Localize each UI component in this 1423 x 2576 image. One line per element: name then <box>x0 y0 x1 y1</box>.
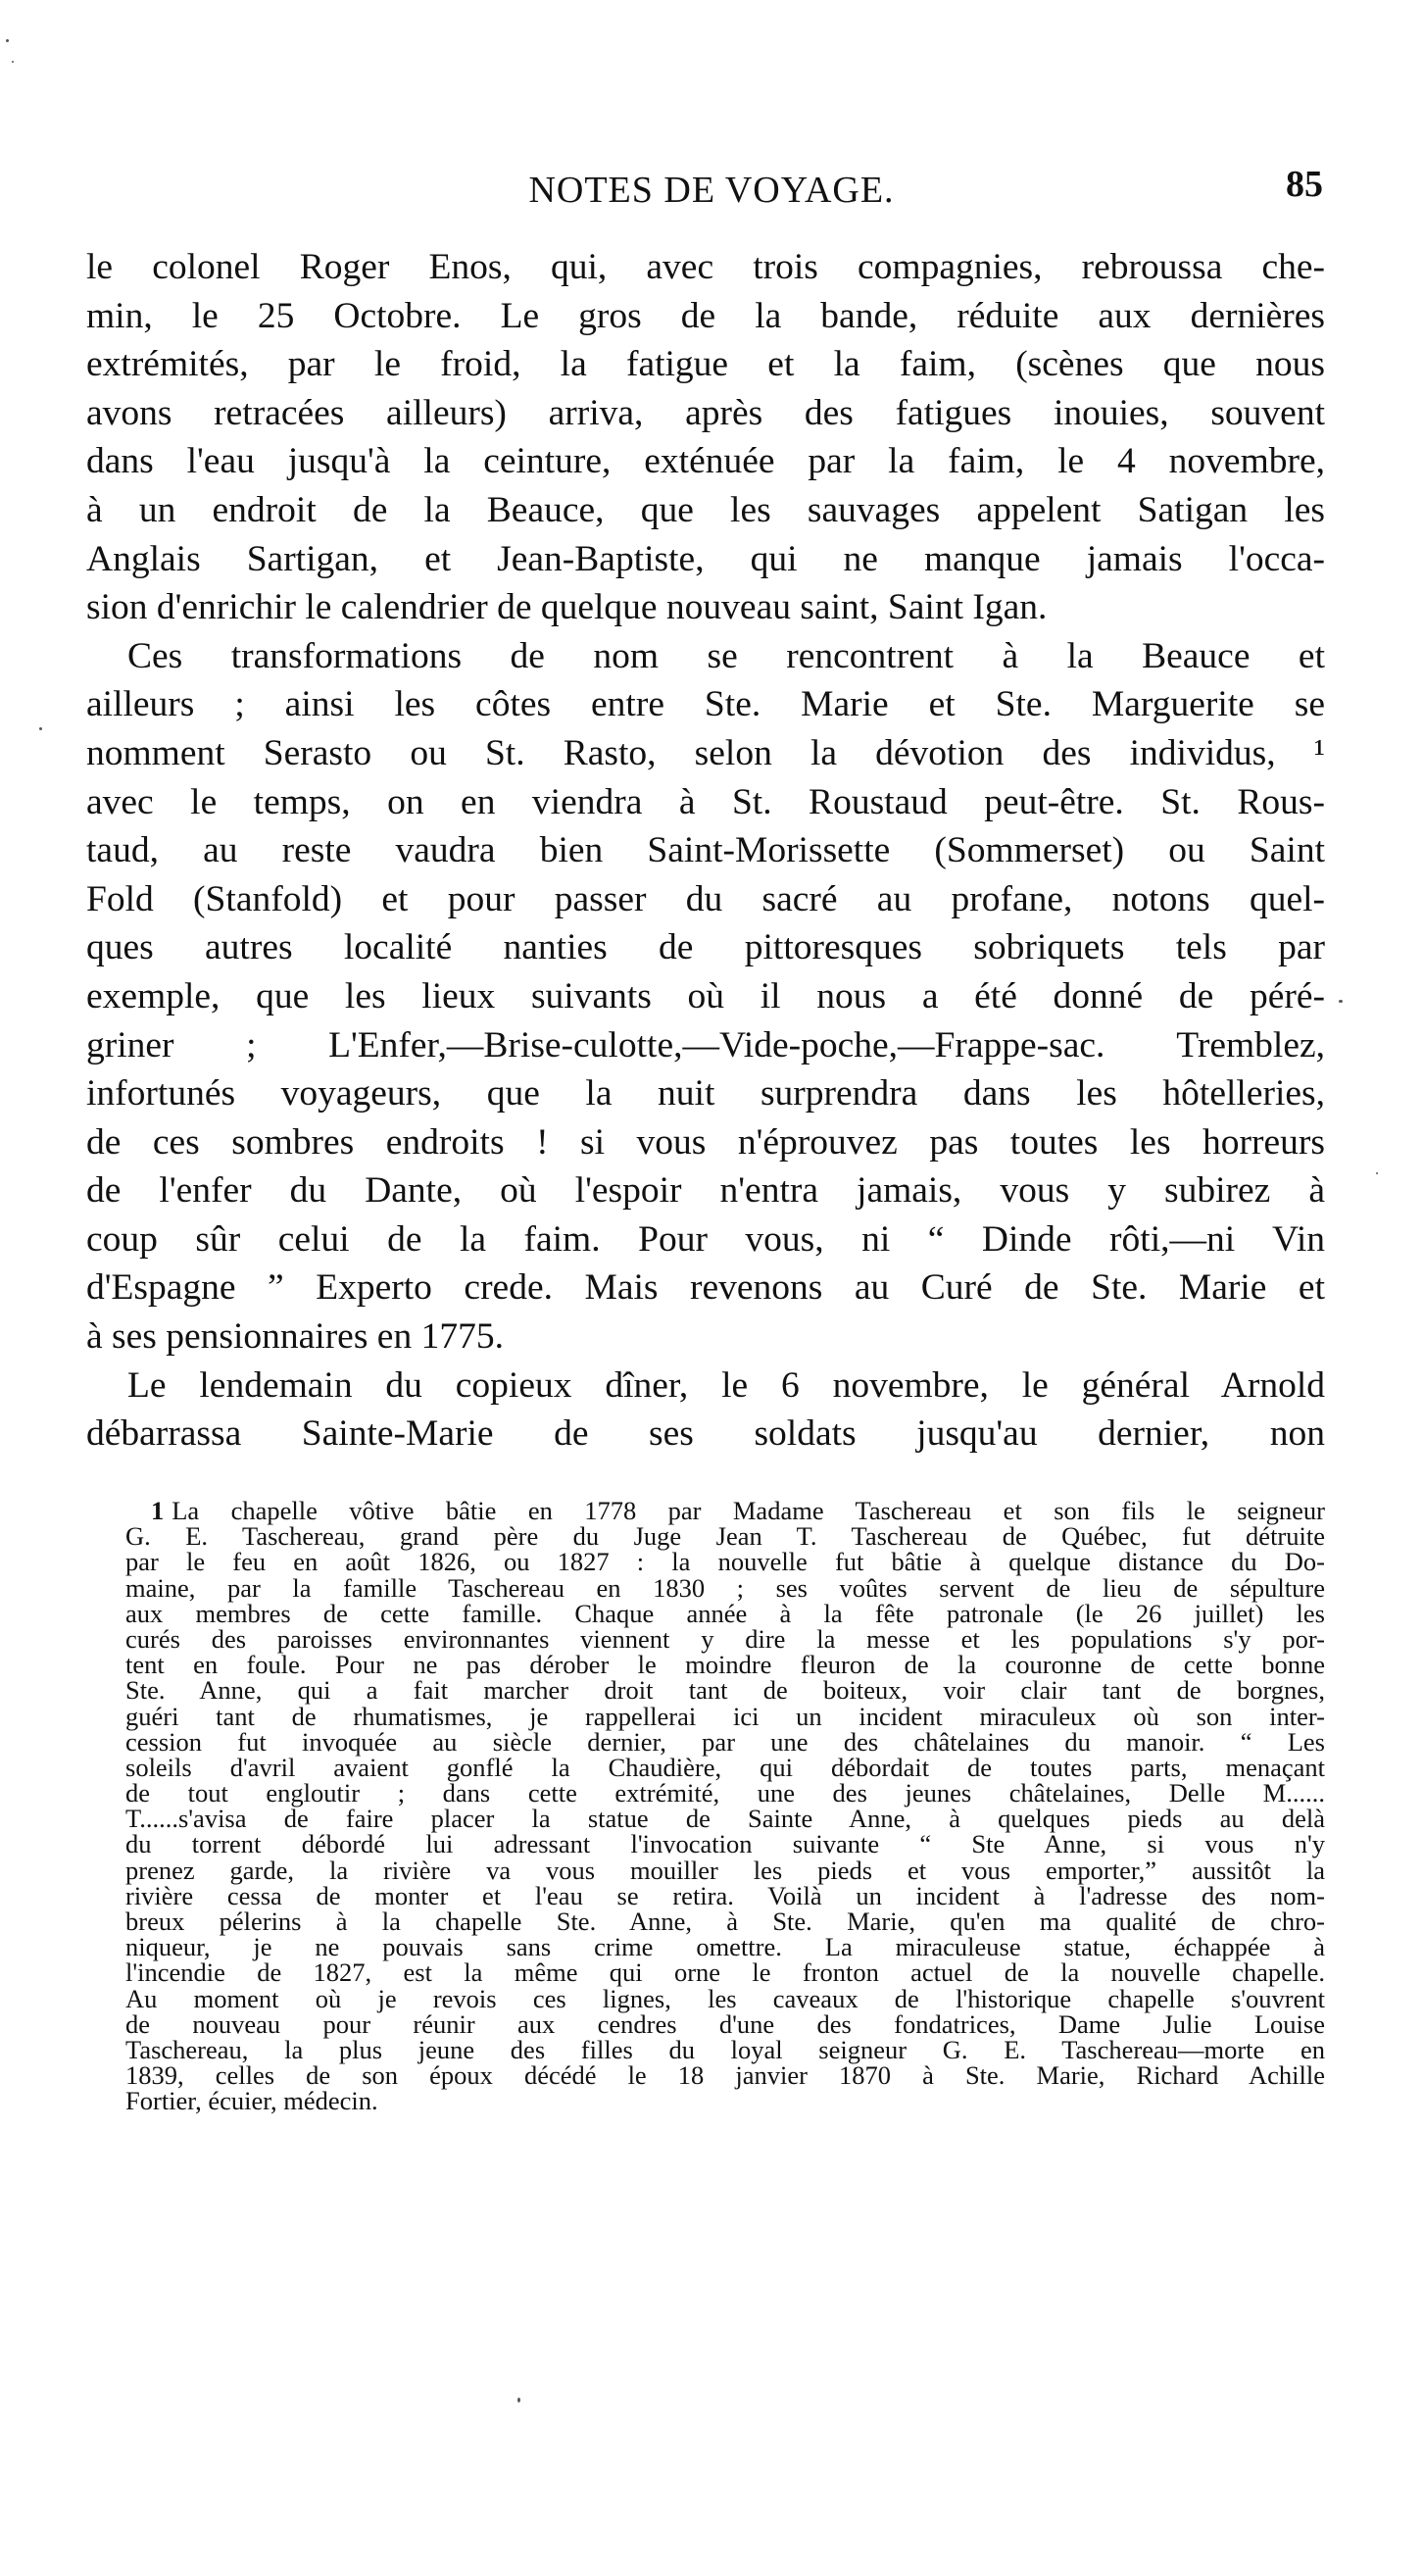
text-line: coup sûr celui de la faim. Pour vous, ni “ Dinde rôti,—ni Vin <box>86 1218 1325 1260</box>
text-line: de ces sombres endroits ! si vous n'éprouvez pas toutes les horreurs <box>86 1121 1325 1163</box>
text-line: taud, au reste vaudra bien Saint-Morissette (Sommerset) ou Saint <box>86 830 1325 871</box>
footnote-line: cession fut invoquée au siècle dernier, par une des châtelaines du manoir. “ Les <box>125 1726 1325 1757</box>
speck <box>12 61 14 63</box>
main-text <box>86 243 1325 1459</box>
footnote-line: rivière cessa de monter et l'eau se retira. Voilà un incident à l'adresse des nom- <box>125 1880 1325 1910</box>
footnote-line: 1839, celles de son époux décédé le 18 janvier 1870 à Ste. Marie, Richard Achille <box>125 2060 1325 2091</box>
footnote-line: du torrent débordé lui adressant l'invocation suivante “ Ste Anne, si vous n'y <box>125 1829 1325 1859</box>
speck <box>39 727 42 730</box>
text-line: nomment Serasto ou St. Rasto, selon la dévotion des individus, ¹ <box>86 732 1325 773</box>
speck <box>517 2398 520 2403</box>
text-line: le colonel Roger Enos, qui, avec trois compagnies, rebroussa che- <box>86 247 1325 287</box>
footnote-line: tent en foule. Pour ne pas dérober le moindre fleuron de la couronne de cette bonne <box>125 1650 1325 1680</box>
text-line: Ces transformations de nom se rencontrent à la Beauce et <box>127 635 1325 676</box>
text-line: de l'enfer du Dante, où l'espoir n'entra jamais, vous y subirez à <box>86 1170 1325 1212</box>
text-line: avons retracées ailleurs) arriva, après des fatigues inouies, souvent <box>86 392 1325 433</box>
text-line: d'Espagne ” Experto crede. Mais revenons au Curé de Ste. Marie et <box>86 1267 1325 1309</box>
text-line: débarrassa Sainte-Marie de ses soldats jusqu'au dernier, non <box>86 1413 1325 1455</box>
text-line: Anglais Sartigan, et Jean-Baptiste, qui ne manque jamais l'occa- <box>86 538 1325 579</box>
footnote-line: prenez garde, la rivière va vous mouiller les pieds et vous emporter,” aussitôt la <box>125 1855 1325 1885</box>
text-line: à un endroit de la Beauce, que les sauvages appelent Satigan les <box>86 489 1325 530</box>
footnote-line: G. E. Taschereau, grand père du Juge Jean T. Taschereau de Québec, fut détruite <box>125 1521 1325 1552</box>
footnote-line: T......s'avisa de faire placer la statue de Sainte Anne, à quelques pieds au delà <box>125 1804 1325 1834</box>
text-line: avec le temps, on en viendra à St. Roustaud peut-être. St. Rous- <box>86 781 1325 822</box>
footnote <box>125 1498 1325 2114</box>
text-line: extrémités, par le froid, la fatigue et la faim, (scènes que nous <box>86 344 1325 385</box>
footnote-line: Ste. Anne, qui a fait marcher droit tant de boiteux, voir clair tant de borgnes, <box>125 1675 1325 1706</box>
text-line: à ses pensionnaires en 1775. <box>86 1316 504 1358</box>
speck <box>6 39 9 42</box>
footnote-line: l'incendie de 1827, est la même qui orne le fronton actuel de la nouvelle chapelle. <box>125 1957 1325 1988</box>
footnote-line <box>125 1498 1325 1523</box>
footnote-line: Au moment où je revois ces lignes, les caveaux de l'historique chapelle s'ouvrent <box>125 1983 1325 2013</box>
footnote-line: soleils d'avril avaient gonflé la Chaudière, qui débordait de toutes parts, menaçant <box>125 1752 1325 1782</box>
running-title: NOTES DE VOYAGE. <box>528 170 895 211</box>
footnote-line: curés des paroisses environnantes viennent y dire la messe et les populations s'y por- <box>125 1623 1325 1654</box>
footnote-first-line-text: La chapelle vôtive bâtie en 1778 par Madame Taschereau et son fils le seigneur <box>172 1496 1325 1525</box>
text-line: exemple, que les lieux suivants où il nous a été donné de péré- <box>86 975 1325 1016</box>
text-line: sion d'enrichir le calendrier de quelque nouveau saint, Saint Igan. <box>86 587 1048 628</box>
text-line: min, le 25 Octobre. Le gros de la bande, réduite aux dernières <box>86 295 1325 336</box>
text-line: infortunés voyageurs, que la nuit surprendra dans les hôtelleries, <box>86 1073 1325 1115</box>
text-line: Fold (Stanfold) et pour passer du sacré au profane, notons quel- <box>86 878 1325 919</box>
speck <box>1376 1172 1378 1174</box>
footnote-line: Taschereau, la plus jeune des filles du loyal seigneur G. E. Taschereau—morte en <box>125 2034 1325 2064</box>
footnote-line: de nouveau pour réunir aux cendres d'une des fondatrices, Dame Julie Louise <box>125 2008 1325 2039</box>
footnote-line: par le feu en août 1826, ou 1827 : la nouvelle fut bâtie à quelque distance du Do- <box>125 1547 1325 1577</box>
footnote-line: Fortier, écuier, médecin. <box>125 2086 378 2116</box>
page-header <box>88 164 1335 218</box>
text-line: griner ; L'Enfer,—Brise-culotte,—Vide-poche,—Frappe-sac. Tremblez, <box>86 1024 1325 1065</box>
page-number: 85 <box>1286 164 1323 205</box>
footnote-line: breux pélerins à la chapelle Ste. Anne, à Ste. Marie, qu'en ma qualité de chro- <box>125 1907 1325 1936</box>
footnote-line: maine, par la famille Taschereau en 1830 ; ses voûtes servent de lieu de sépulture <box>125 1572 1325 1603</box>
footnote-line: guéri tant de rhumatismes, je rappellerai ici un incident miraculeux où son inter- <box>125 1701 1325 1731</box>
footnote-line: niqueur, je ne pouvais sans crime omettre. La miraculeuse statue, échappée à <box>125 1932 1325 1962</box>
footnote-line: aux membres de cette famille. Chaque année à la fête patronale (le 26 juillet) les <box>125 1598 1325 1628</box>
text-line: ailleurs ; ainsi les côtes entre Ste. Marie et Ste. Marguerite se <box>86 684 1325 725</box>
footnote-marker: 1 <box>151 1496 165 1525</box>
text-line: ques autres localité nanties de pittoresques sobriquets tels par <box>86 927 1325 968</box>
footnote-line: de tout engloutir ; dans cette extrémité, une des jeunes châtelaines, Delle M...... <box>125 1778 1325 1808</box>
text-line: dans l'eau jusqu'à la ceinture, exténuée par la faim, le 4 novembre, <box>86 441 1325 482</box>
speck <box>1339 1000 1343 1003</box>
text-line: Le lendemain du copieux dîner, le 6 novembre, le général Arnold <box>127 1364 1325 1406</box>
